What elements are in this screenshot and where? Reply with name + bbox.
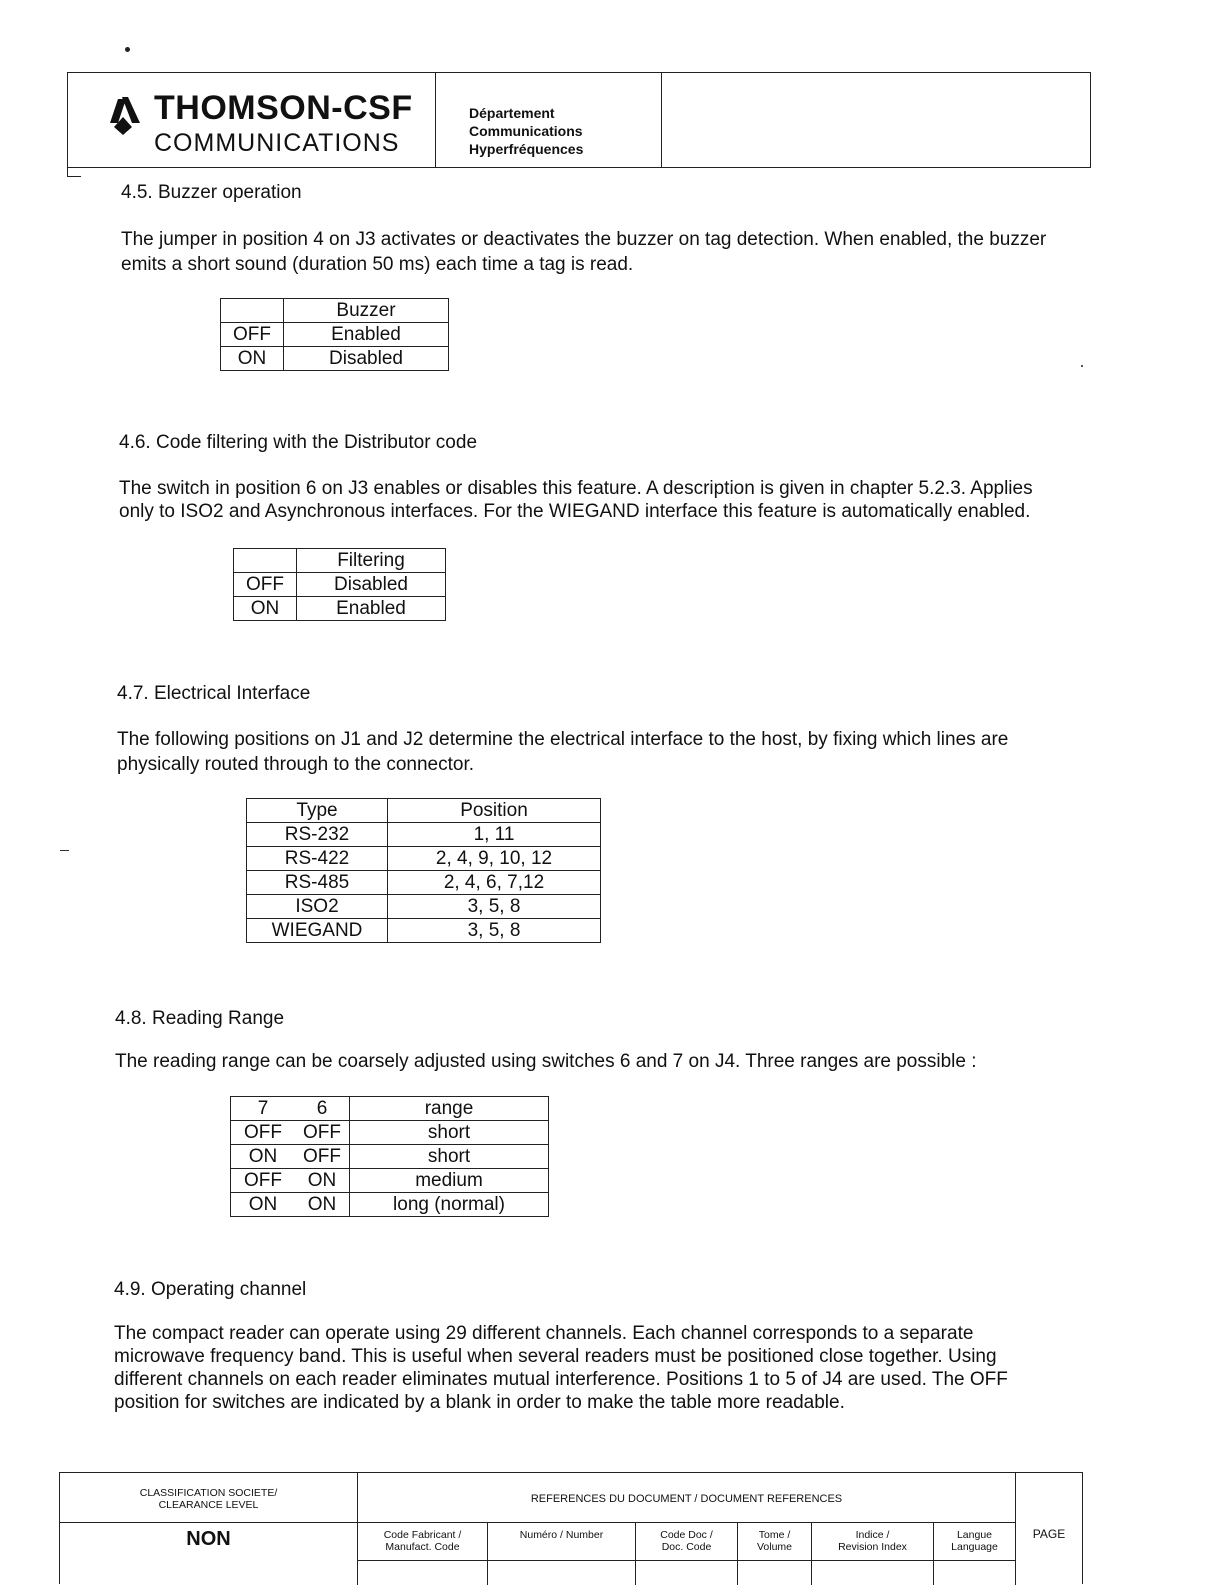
table-row (234, 573, 446, 597)
section-heading: 4.9. Operating channel (114, 1279, 307, 1300)
table-cell: ON (221, 347, 284, 371)
header-corner-mark (67, 168, 68, 176)
table-cell: RS-232 (247, 823, 388, 847)
table-header-cell: Position (388, 799, 601, 823)
table-cell: OFF (231, 1121, 296, 1145)
table-row (231, 1145, 549, 1169)
table-cell: OFF (295, 1121, 350, 1145)
table-cell: OFF (221, 323, 284, 347)
table-cell: Disabled (297, 573, 446, 597)
table-cell: RS-485 (247, 871, 388, 895)
document-reference-footer (59, 1472, 1083, 1584)
thomson-logo-icon (104, 93, 144, 137)
classification-label: CLASSIFICATION SOCIETE/ (139, 1487, 278, 1499)
table-cell: ON (295, 1193, 350, 1217)
table-header-cell: 6 (295, 1097, 350, 1121)
table-cell: ISO2 (247, 895, 388, 919)
table-cell: RS-422 (247, 847, 388, 871)
column-label: Doc. Code (661, 1541, 712, 1553)
table-header-cell: Filtering (297, 549, 446, 573)
table-cell: Enabled (297, 597, 446, 621)
table-cell: ON (231, 1193, 296, 1217)
table-cell: long (normal) (350, 1193, 549, 1217)
table-row (247, 823, 601, 847)
table-header-cell: range (350, 1097, 549, 1121)
column-label: Revision Index (838, 1541, 907, 1553)
department-line: Département (469, 105, 555, 121)
column-label: Manufact. Code (385, 1541, 460, 1553)
volume-header (738, 1523, 812, 1561)
filtering-table (233, 548, 446, 621)
table-header-cell: Type (247, 799, 388, 823)
table-row (247, 847, 601, 871)
classification-label: CLEARANCE LEVEL (158, 1499, 259, 1511)
column-label: Indice / (855, 1529, 890, 1541)
table-cell: OFF (234, 573, 297, 597)
paragraph-line: The compact reader can operate using 29 different channels. Each channel corresponds to a separate (114, 1323, 974, 1344)
table-cell: medium (350, 1169, 549, 1193)
table-row (231, 1193, 549, 1217)
paragraph-line: The jumper in position 4 on J3 activates or deactivates the buzzer on tag detection. When enabled, the buzzer (121, 229, 1047, 250)
footer-value-cell (636, 1561, 738, 1585)
stray-dash (60, 850, 69, 851)
table-cell: short (350, 1121, 549, 1145)
paragraph-line: microwave frequency band. This is useful when several readers must be positioned close together. Using (114, 1346, 997, 1367)
table-row (231, 1121, 549, 1145)
page-label: PAGE (1032, 1527, 1066, 1541)
column-label: Tome / (758, 1529, 791, 1541)
doc-code-header (636, 1523, 738, 1561)
footer-value-cell (488, 1561, 636, 1585)
table-cell: ON (231, 1145, 296, 1169)
table-header-row (234, 549, 446, 573)
table-cell: Enabled (284, 323, 449, 347)
table-header-cell: Buzzer (284, 299, 449, 323)
table-cell: ON (234, 597, 297, 621)
table-header-row (247, 799, 601, 823)
table-cell (221, 299, 284, 323)
header-corner-mark (67, 176, 81, 177)
table-cell: OFF (295, 1145, 350, 1169)
footer-value-cell (738, 1561, 812, 1585)
paragraph-line: The switch in position 6 on J3 enables or disables this feature. A description is given in chapter 5.2.3. Applies (119, 478, 1033, 499)
table-row (247, 871, 601, 895)
table-row (221, 323, 449, 347)
table-header-cell: 7 (231, 1097, 296, 1121)
table-row (221, 347, 449, 371)
column-label: Code Doc / (660, 1529, 713, 1541)
footer-value-cell (358, 1561, 488, 1585)
paragraph-line: emits a short sound (duration 50 ms) each time a tag is read. (121, 254, 634, 275)
table-cell: WIEGAND (247, 919, 388, 943)
company-logo-block (68, 73, 436, 167)
references-title: REFERENCES DU DOCUMENT / DOCUMENT REFERENCES (358, 1473, 1016, 1523)
paragraph-line: The following positions on J1 and J2 determine the electrical interface to the host, by fixing which lines are (117, 729, 1009, 750)
table-cell: short (350, 1145, 549, 1169)
table-cell: 3, 5, 8 (388, 919, 601, 943)
table-cell (234, 549, 297, 573)
table-cell: 3, 5, 8 (388, 895, 601, 919)
footer-value-cell (812, 1561, 934, 1585)
classification-label-cell (60, 1473, 358, 1523)
paragraph-line: different channels on each reader eliminates mutual interference. Positions 1 to 5 of J4 are used. The OFF (114, 1369, 1008, 1390)
table-cell: 2, 4, 9, 10, 12 (388, 847, 601, 871)
table-row (234, 597, 446, 621)
manufacturer-code-header (358, 1523, 488, 1561)
stray-dot (125, 47, 130, 52)
section-heading: 4.7. Electrical Interface (117, 683, 311, 704)
section-heading: 4.6. Code filtering with the Distributor code (119, 432, 478, 453)
table-cell: ON (295, 1169, 350, 1193)
company-division: COMMUNICATIONS (154, 129, 400, 157)
table-cell: Disabled (284, 347, 449, 371)
column-label: Langue (956, 1529, 993, 1541)
table-row (247, 895, 601, 919)
company-name: THOMSON-CSF (154, 89, 413, 127)
reading-range-table (230, 1096, 549, 1217)
department-block (436, 73, 662, 167)
table-cell: OFF (231, 1169, 296, 1193)
number-header (488, 1523, 636, 1561)
interface-table (246, 798, 601, 943)
revision-index-header (812, 1523, 934, 1561)
paragraph-line: only to ISO2 and Asynchronous interfaces. For the WIEGAND interface this feature is automatically enabled. (119, 501, 1031, 522)
department-line: Communications (469, 123, 583, 139)
column-label: Numéro / Number (519, 1529, 604, 1541)
table-header-row (231, 1097, 549, 1121)
section-heading: 4.8. Reading Range (115, 1008, 285, 1029)
footer-value-cell (934, 1561, 1016, 1585)
stray-dot-right (1081, 365, 1083, 367)
department-line: Hyperfréquences (469, 141, 584, 157)
classification-value: NON (60, 1523, 358, 1585)
page-header (67, 72, 1091, 168)
column-label: Volume (756, 1541, 793, 1553)
table-header-row (221, 299, 449, 323)
paragraph-line: physically routed through to the connector. (117, 754, 475, 775)
table-cell: 2, 4, 6, 7,12 (388, 871, 601, 895)
table-row (231, 1169, 549, 1193)
column-label: Language (951, 1541, 998, 1553)
paragraph-line: position for switches are indicated by a blank in order to make the table more readable. (114, 1392, 845, 1413)
section-heading: 4.5. Buzzer operation (121, 182, 302, 203)
language-header (934, 1523, 1016, 1561)
table-row (247, 919, 601, 943)
table-cell: 1, 11 (388, 823, 601, 847)
buzzer-table (220, 298, 449, 371)
column-label: Code Fabricant / (383, 1529, 462, 1541)
paragraph-line: The reading range can be coarsely adjusted using switches 6 and 7 on J4. Three ranges are possible : (115, 1051, 977, 1072)
